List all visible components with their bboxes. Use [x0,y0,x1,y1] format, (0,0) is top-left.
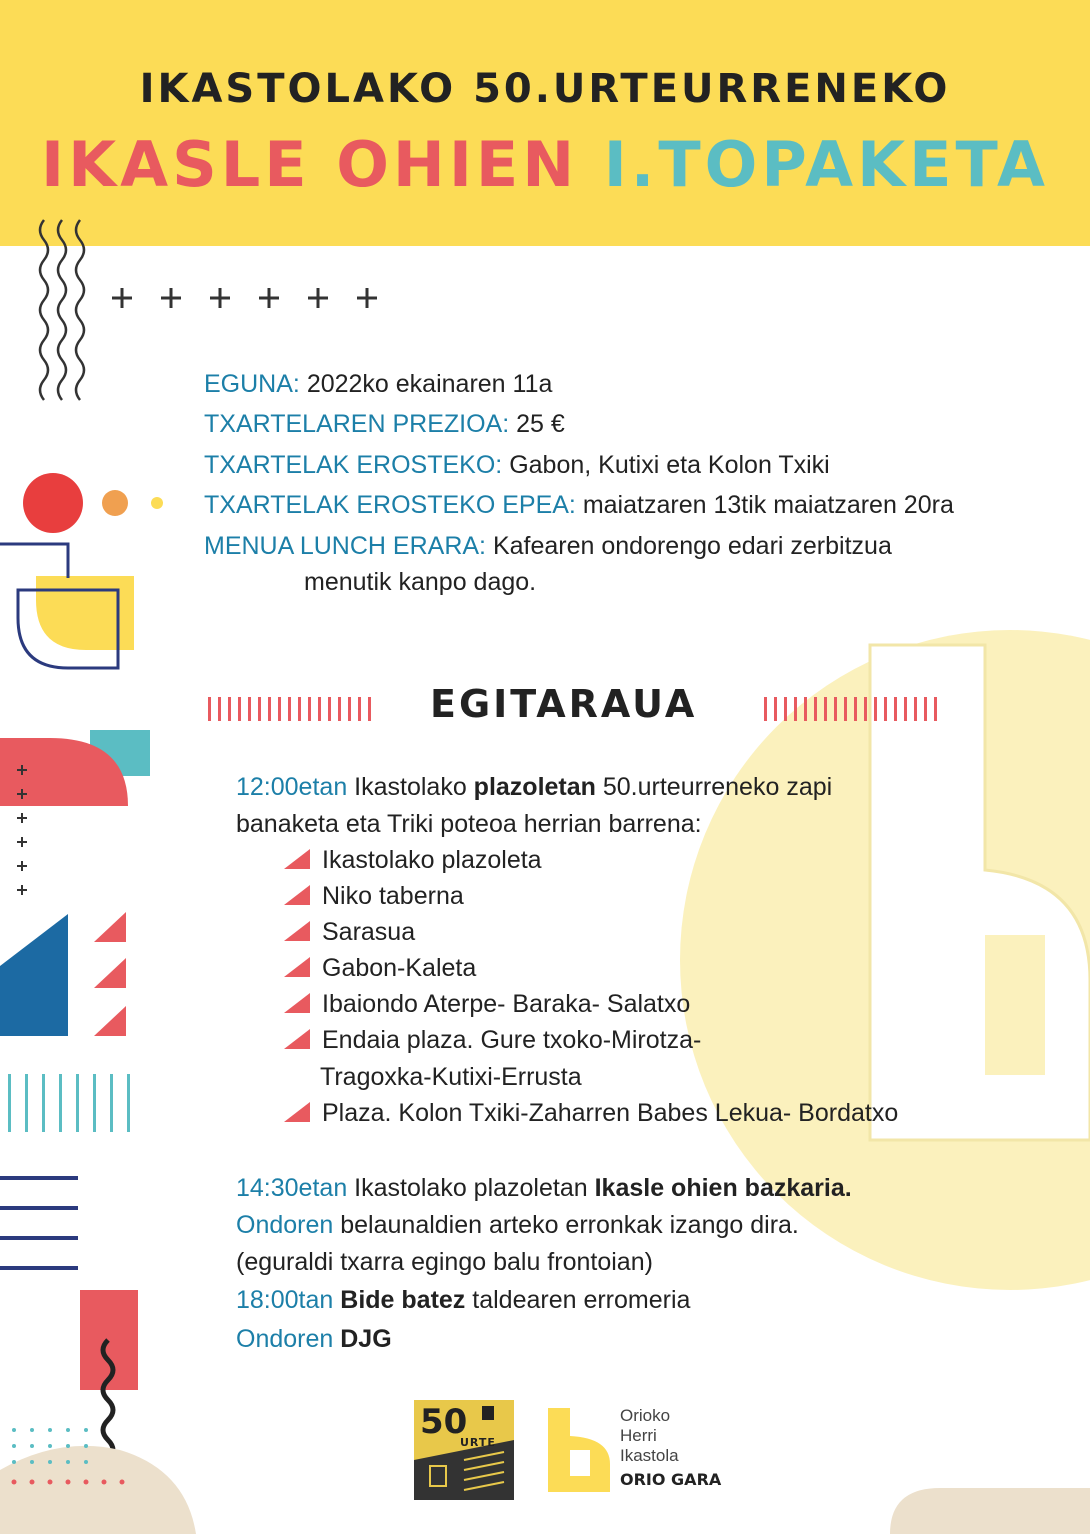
triangle-bullet-icon [284,1029,310,1049]
info-value: 25 € [516,410,565,438]
time-label: 14:30etan [236,1174,348,1202]
program-bold-text: Bide batez [333,1286,466,1314]
list-item [284,954,476,983]
stop-label: Sarasua [322,918,416,946]
list-item [284,882,464,911]
red-triangle-2 [94,958,126,988]
list-item [284,990,690,1019]
title-line-1: IKASTOLAKO 50.URTEURRENEKO [139,66,951,112]
school-name [620,1406,679,1466]
info-label: TXARTELAK EROSTEKO: [204,451,503,479]
beige-shape-left [0,1446,196,1534]
lead-label: Ondoren [236,1211,334,1239]
lead-label: Ondoren [236,1325,334,1353]
program-block-4: (eguraldi txarra egingo balu frontoian) [236,1248,653,1276]
list-item [284,846,542,875]
info-value: maiatzaren 13tik maiatzaren 20ra [582,491,954,519]
program-title: EGITARAUA [430,682,698,726]
program-text: Ikastolako [347,773,474,801]
triangle-bullet-icon [284,885,310,905]
triangle-bullet-icon [284,921,310,941]
stop-label: Endaia plaza. Gure txoko-Mirotza- [322,1026,702,1054]
list-item [284,1099,898,1128]
list-item [284,918,415,947]
program-text: Ikastolako plazoletan [347,1174,595,1202]
beige-shape-right [890,1488,1090,1534]
school-slogan: ORIO GARA [620,1470,722,1489]
info-menu-continuation: menutik kanpo dago. [304,568,537,596]
program-block-6 [236,1325,392,1354]
plus-row [112,288,377,308]
program-bold-text: DJG [333,1325,392,1353]
anniversary-word: URTE [460,1436,496,1449]
ikastola-logo-icon [548,1408,612,1492]
info-value: Kafearen ondorengo edari zerbitzua [492,532,892,560]
triangle-bullet-icon [284,849,310,869]
triangle-bullet-icon [284,993,310,1013]
tick-marks-left [208,697,371,721]
program-block-1-line-1 [236,773,832,802]
title-teal-part: I.TOPAKETA [603,128,1049,201]
stop-label: Ibaiondo Aterpe- Baraka- Salatxo [322,990,691,1018]
program-block-3 [236,1211,799,1240]
orange-dot [102,490,128,516]
program-block-5 [236,1286,690,1315]
red-dot [23,473,83,533]
program-bold-text: Ikasle ohien bazkaria. [594,1174,852,1202]
info-where-buy [204,451,830,480]
info-label: EGUNA: [204,370,300,398]
time-label: 12:00etan [236,773,348,801]
wavy-line-2 [58,220,66,400]
info-buy-period [204,491,954,520]
program-text: 50.urteurreneko zapi [595,773,833,801]
school-name-line: Ikastola [620,1446,679,1465]
info-date [204,370,552,399]
sketch-logo-notch [985,935,1045,1075]
title-red-part: IKASLE OHIEN [41,128,579,201]
program-block-1-line-2: banaketa eta Triki poteoa herrian barrena: [236,810,702,838]
anniversary-number: 50 [420,1402,468,1442]
navy-lines [0,1176,78,1270]
yellow-dot [151,497,163,509]
red-triangle-3 [94,1006,126,1036]
stop-continuation: Tragoxka-Kutixi-Errusta [320,1063,582,1091]
wavy-line-3 [76,220,84,400]
tick-marks-right [764,697,937,721]
info-label: MENUA LUNCH ERARA: [204,532,486,560]
school-name-line: Orioko [620,1406,671,1425]
time-label: 18:00tan [236,1286,334,1314]
info-label: TXARTELAK EROSTEKO EPEA: [204,491,576,519]
stop-label: Ikastolako plazoleta [322,846,542,874]
stop-label: Niko taberna [322,882,464,910]
program-bold-text: plazoletan [473,773,596,801]
info-value: Gabon, Kutixi eta Kolon Txiki [509,451,830,479]
stop-label: Gabon-Kaleta [322,954,477,982]
info-menu [204,532,892,561]
info-value: 2022ko ekainaren 11a [306,370,553,398]
blue-triangle [0,914,68,1036]
program-text: belaunaldien arteko erronkak izango dira. [333,1211,799,1239]
teal-bars [8,1074,130,1132]
info-label: TXARTELAREN PREZIOA: [204,410,510,438]
info-price [204,410,565,439]
anniversary-logo [414,1400,514,1500]
stop-label: Plaza. Kolon Txiki-Zaharren Babes Lekua- Bordatxo [322,1099,899,1127]
program-block-2 [236,1174,852,1203]
triangle-bullet-icon [284,957,310,977]
wavy-line-1 [40,220,48,400]
program-text: taldearen erromeria [465,1286,691,1314]
school-name-line: Herri [620,1426,657,1445]
navy-outline-line [0,544,68,578]
list-item [284,1026,701,1055]
red-triangle-1 [94,912,126,942]
triangle-bullet-icon [284,1102,310,1122]
